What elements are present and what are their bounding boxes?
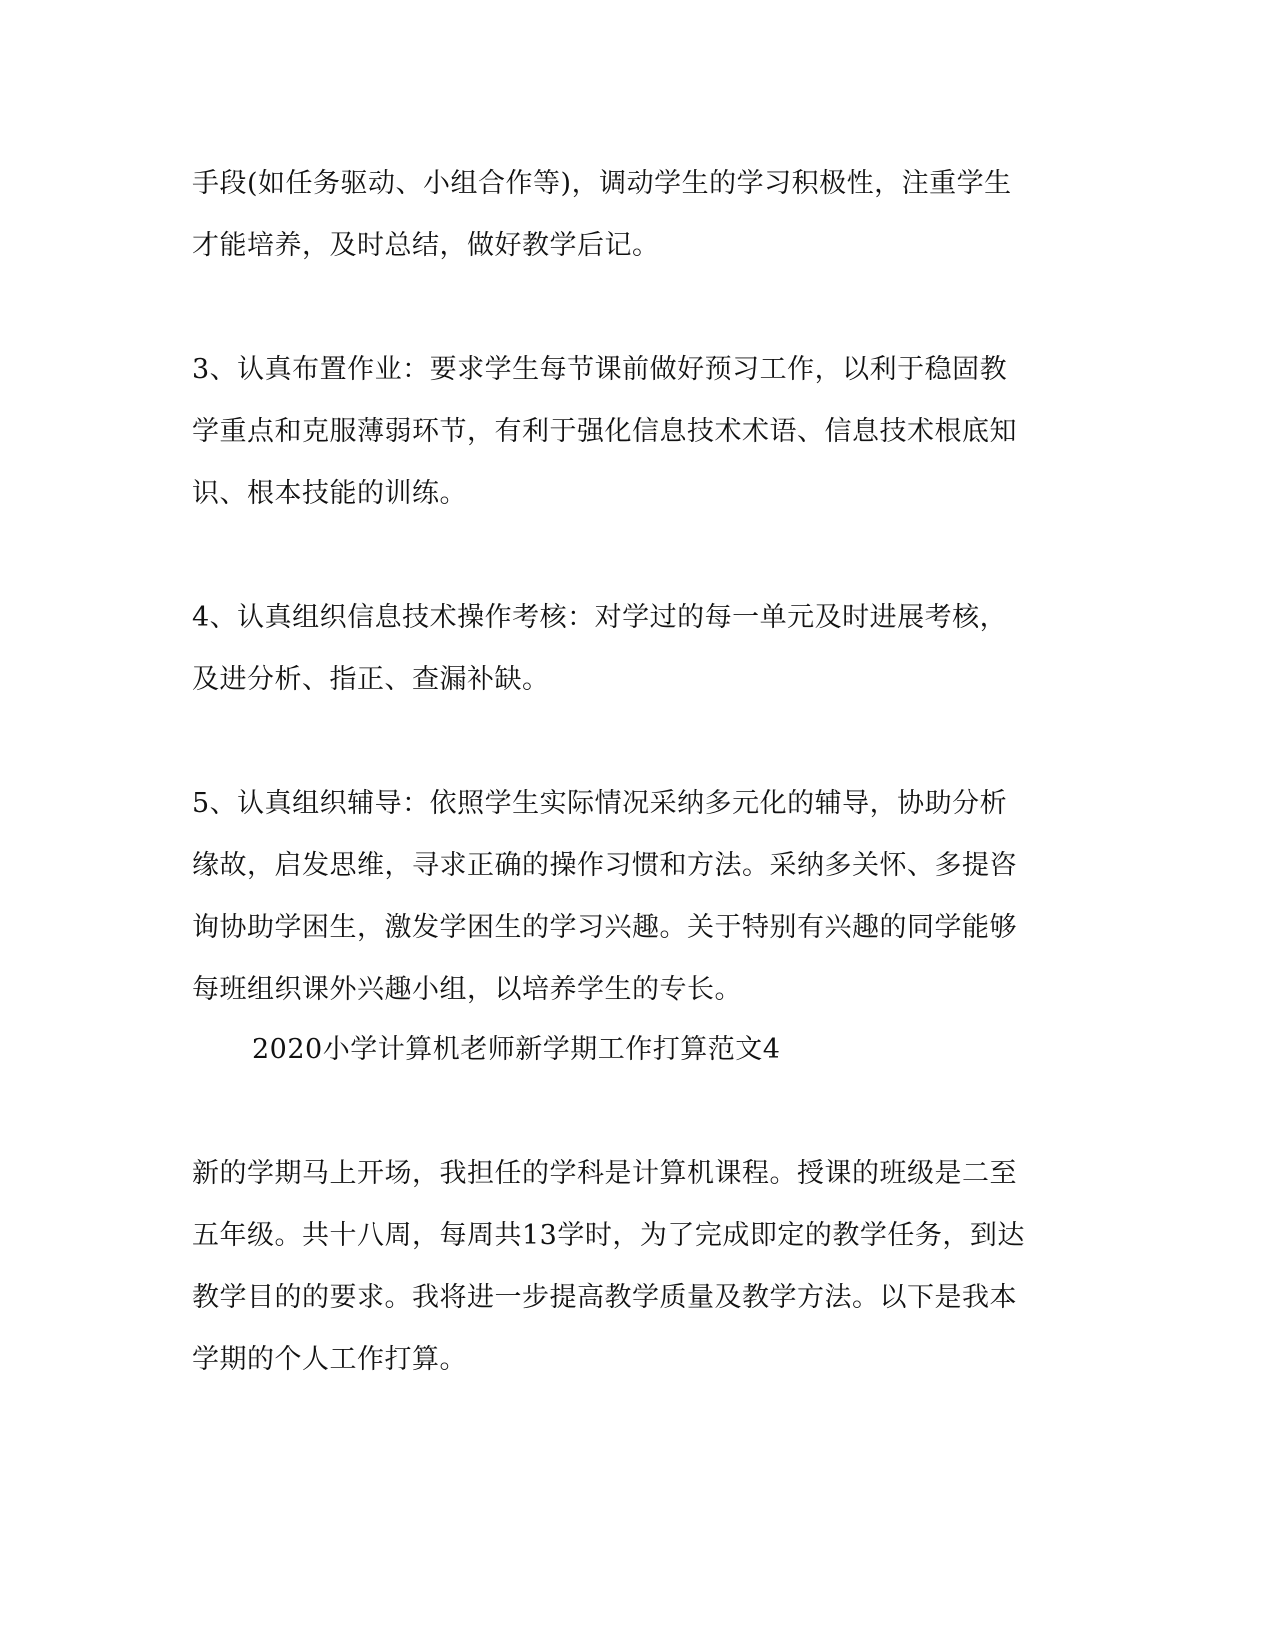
text-line: 才能培养，及时总结，做好教学后记。 <box>192 230 660 261</box>
text-line: 教学目的的要求。我将进一步提高教学质量及教学方法。以下是我本 <box>192 1282 1017 1313</box>
text-line: 5、认真组织辅导：依照学生实际情况采纳多元化的辅导，协助分析 <box>192 788 1008 819</box>
text-line: 缘故，启发思维，寻求正确的操作习惯和方法。采纳多关怀、多提咨 <box>192 850 1017 881</box>
text-line: 学期的个人工作打算。 <box>192 1344 467 1375</box>
section-heading: 2020小学计算机老师新学期工作打算范文4 <box>252 1034 781 1065</box>
text-line: 五年级。共十八周，每周共13学时，为了完成即定的教学任务，到达 <box>192 1220 1025 1251</box>
text-line: 新的学期马上开场，我担任的学科是计算机课程。授课的班级是二至 <box>192 1158 1017 1189</box>
text-line: 手段(如任务驱动、小组合作等)，调动学生的学习积极性，注重学生 <box>192 168 1012 199</box>
text-line: 及进分析、指正、查漏补缺。 <box>192 664 550 695</box>
text-line: 4、认真组织信息技术操作考核：对学过的每一单元及时进展考核， <box>192 602 1008 633</box>
text-line: 每班组织课外兴趣小组，以培养学生的专长。 <box>192 974 742 1005</box>
text-line: 识、根本技能的训练。 <box>192 478 467 509</box>
text-line: 3、认真布置作业：要求学生每节课前做好预习工作，以利于稳固教 <box>192 354 1008 385</box>
text-line: 学重点和克服薄弱环节，有利于强化信息技术术语、信息技术根底知 <box>192 416 1017 447</box>
text-line: 询协助学困生，激发学困生的学习兴趣。关于特别有兴趣的同学能够 <box>192 912 1017 943</box>
